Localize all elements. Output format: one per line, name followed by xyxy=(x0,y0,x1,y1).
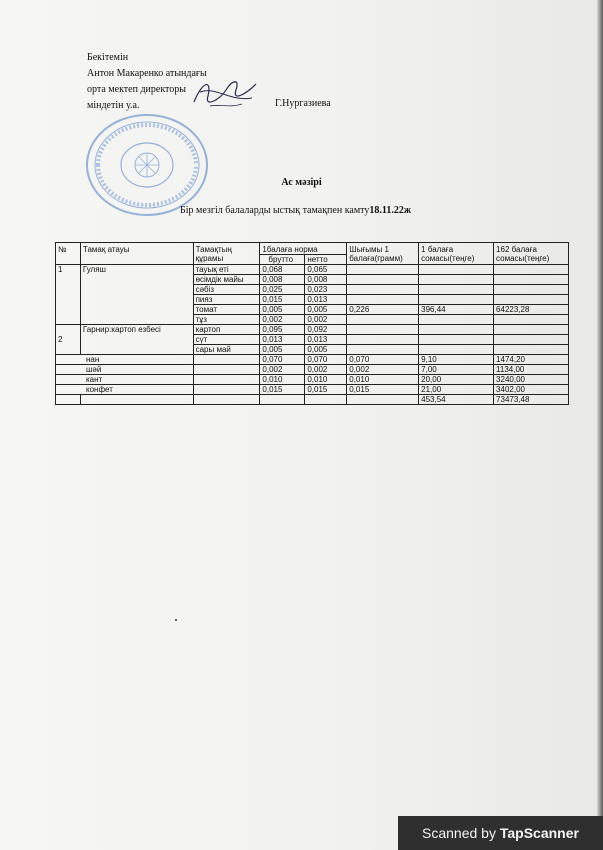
gross-value: 0,095 xyxy=(260,325,305,335)
gross-value: 0,015 xyxy=(260,385,305,395)
output-value xyxy=(347,345,419,355)
page-edge-shadow xyxy=(597,0,603,850)
header-dish: Тамақ атауы xyxy=(80,243,193,265)
gross-value: 0,002 xyxy=(260,365,305,375)
gross-value: 0,008 xyxy=(260,275,305,285)
cost-total-value: 64223,28 xyxy=(494,305,569,315)
header-output: Шығымы 1 балаға(грамм) xyxy=(347,243,419,265)
dish-name: Гуляш xyxy=(80,265,193,325)
gross-value: 0,025 xyxy=(260,285,305,295)
cost-total-value xyxy=(494,265,569,275)
cost-total-value: 1134,00 xyxy=(494,365,569,375)
cost-one-value xyxy=(419,295,494,305)
scan-speck xyxy=(175,619,177,621)
net-value: 0,005 xyxy=(305,305,347,315)
header-num: № xyxy=(56,243,81,265)
signature-icon xyxy=(190,72,260,114)
output-value: 0,002 xyxy=(347,365,419,375)
approval-line: Бекітемін xyxy=(87,52,129,63)
output-value xyxy=(347,295,419,305)
ingredient: томат xyxy=(193,305,260,315)
cost-total-value: 1474,20 xyxy=(494,355,569,365)
cost-total-value xyxy=(494,325,569,335)
table-row xyxy=(56,355,569,365)
net-value: 0,002 xyxy=(305,365,347,375)
total-all: 73473,48 xyxy=(494,395,569,405)
scanner-watermark xyxy=(398,816,603,850)
cost-one-value xyxy=(419,275,494,285)
table-row xyxy=(56,325,569,335)
net-value: 0,070 xyxy=(305,355,347,365)
ingredient: сары май xyxy=(193,345,260,355)
net-value: 0,023 xyxy=(305,285,347,295)
header-norm: 1балаға норма xyxy=(260,243,347,255)
cost-one-value xyxy=(419,335,494,345)
extra-item-name: нан xyxy=(56,355,194,365)
ingredient: картоп xyxy=(193,325,260,335)
director-name: Г.Нургазиева xyxy=(275,98,331,109)
watermark-prefix: Scanned by xyxy=(422,825,496,841)
dish-number: 1 xyxy=(56,265,81,325)
cost-one-value: 396,44 xyxy=(419,305,494,315)
gross-value: 0,070 xyxy=(260,355,305,365)
output-value: 0,015 xyxy=(347,385,419,395)
ingredient: өсімдік майы xyxy=(193,275,260,285)
cost-total-value xyxy=(494,285,569,295)
output-value xyxy=(347,285,419,295)
header-net: нетто xyxy=(305,255,347,265)
dish-number: 2 xyxy=(56,325,81,355)
extra-composition xyxy=(193,385,260,395)
approval-line: міндетін у.а. xyxy=(87,100,140,111)
gross-value: 0,068 xyxy=(260,265,305,275)
extra-item-name: конфет xyxy=(56,385,194,395)
watermark-brand: TapScanner xyxy=(499,825,579,841)
cost-one-value xyxy=(419,285,494,295)
net-value: 0,015 xyxy=(305,385,347,395)
extra-composition xyxy=(193,355,260,365)
output-value xyxy=(347,335,419,345)
net-value: 0,013 xyxy=(305,335,347,345)
table-row xyxy=(56,375,569,385)
cost-total-value: 3240,00 xyxy=(494,375,569,385)
ingredient: тұз xyxy=(193,315,260,325)
output-value xyxy=(347,325,419,335)
official-stamp-icon xyxy=(84,112,210,218)
document-title: Ас мәзірі xyxy=(281,177,322,188)
approval-line: орта мектеп директоры xyxy=(87,84,187,95)
header-cost-total: 162 балаға сомасы(теңге) xyxy=(494,243,569,265)
output-value xyxy=(347,265,419,275)
cost-one-value: 7,00 xyxy=(419,365,494,375)
net-value: 0,010 xyxy=(305,375,347,385)
document-subtitle xyxy=(180,205,411,216)
header-cost-one: 1 балаға сомасы(теңге) xyxy=(419,243,494,265)
output-value xyxy=(347,315,419,325)
cost-total-value xyxy=(494,335,569,345)
output-value: 0,070 xyxy=(347,355,419,365)
net-value: 0,065 xyxy=(305,265,347,275)
cost-total-value xyxy=(494,345,569,355)
extra-composition xyxy=(193,375,260,385)
net-value: 0,008 xyxy=(305,275,347,285)
table-total-row xyxy=(56,395,569,405)
table-header-row xyxy=(56,243,569,255)
menu-table xyxy=(55,242,569,405)
cost-one-value: 20,00 xyxy=(419,375,494,385)
header-composition: Тамақтың құрамы xyxy=(193,243,260,265)
header-gross: брутто xyxy=(260,255,305,265)
net-value: 0,013 xyxy=(305,295,347,305)
gross-value: 0,010 xyxy=(260,375,305,385)
net-value: 0,092 xyxy=(305,325,347,335)
approval-block xyxy=(87,50,207,114)
table-row xyxy=(56,385,569,395)
cost-one-value xyxy=(419,325,494,335)
gross-value: 0,015 xyxy=(260,295,305,305)
cost-one-value xyxy=(419,345,494,355)
subtitle-text: Бір мезгіл балаларды ыстық тамақпен камту xyxy=(180,205,370,216)
gross-value: 0,005 xyxy=(260,345,305,355)
cost-one-value xyxy=(419,315,494,325)
gross-value: 0,002 xyxy=(260,315,305,325)
approval-line: Антон Макаренко атындағы xyxy=(87,68,207,79)
total-one: 453,54 xyxy=(419,395,494,405)
gross-value: 0,013 xyxy=(260,335,305,345)
output-value: 0,226 xyxy=(347,305,419,315)
net-value: 0,002 xyxy=(305,315,347,325)
ingredient: тауық еті xyxy=(193,265,260,275)
ingredient: пияз xyxy=(193,295,260,305)
cost-total-value xyxy=(494,295,569,305)
extra-composition xyxy=(193,365,260,375)
table-row xyxy=(56,365,569,375)
subtitle-date: 18.11.22ж xyxy=(369,205,412,216)
cost-total-value: 3402,00 xyxy=(494,385,569,395)
net-value: 0,005 xyxy=(305,345,347,355)
output-value xyxy=(347,275,419,285)
ingredient: сүт xyxy=(193,335,260,345)
gross-value: 0,005 xyxy=(260,305,305,315)
cost-one-value xyxy=(419,265,494,275)
table-row xyxy=(56,265,569,275)
dish-name: Гарнир:картоп езбесі xyxy=(80,325,193,355)
ingredient: сәбіз xyxy=(193,285,260,295)
cost-total-value xyxy=(494,315,569,325)
cost-one-value: 21,00 xyxy=(419,385,494,395)
output-value: 0,010 xyxy=(347,375,419,385)
extra-item-name: кант xyxy=(56,375,194,385)
cost-one-value: 9,10 xyxy=(419,355,494,365)
extra-item-name: шәй xyxy=(56,365,194,375)
cost-total-value xyxy=(494,275,569,285)
